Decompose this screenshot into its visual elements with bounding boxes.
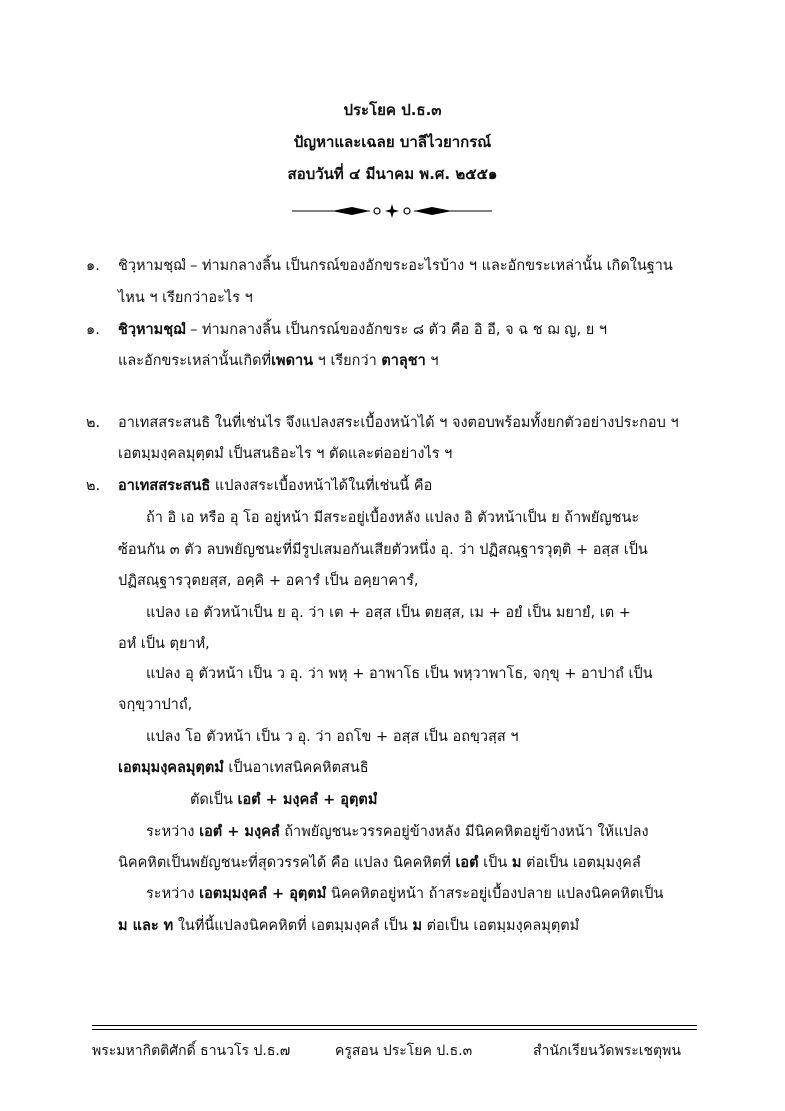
answer-2-term: อาเทสสระสนธิ	[118, 478, 211, 494]
answer-2-cut-label: ตัดเป็น	[190, 792, 238, 808]
answer-2-p7-l2-a: ม และ ท	[118, 918, 174, 934]
answer-2-p3-line-2: จกฺขฺวาปาถํ,	[118, 697, 193, 713]
answer-2-p2-line-1: แปลง เอ ตัวหน้าเป็น ย อุ. ว่า เต + อสฺส เป็น ตยสฺส, เม + อยํ เป็น มยายํ, เต +	[146, 605, 631, 621]
answer-2-p6-line-1	[146, 822, 649, 842]
answer-1-term: ชิวฺหามชฺฌํ	[118, 322, 186, 338]
footer-rule-top	[92, 1025, 697, 1026]
answer-2-p5-term: เอตมฺมงฺคลมุตฺตมํ	[118, 760, 224, 776]
answer-2-cut-terms: เอตํ + มงฺคลํ + อุตฺตมํ	[237, 792, 378, 808]
answer-1-number: ๑.	[86, 322, 100, 338]
answer-2-p6-l2-d: ม	[511, 855, 522, 871]
answer-2-p7-line-2	[118, 916, 579, 936]
question-2-number: ๒.	[86, 415, 101, 431]
answer-1-text-a: และอักขระเหล่านั้นเกิดที่	[118, 353, 272, 369]
answer-2-p6-l2-c: เป็น	[478, 855, 512, 871]
answer-2-p5-text: เป็นอาเทสนิคคหิตสนธิ	[223, 760, 369, 776]
answer-2-p1-line-1: ถ้า อิ เอ หรือ อุ โอ อยู่หน้า มีสระอยู่เบื้องหลัง แปลง อิ ตัวหน้าเป็น ย ถ้าพยัญชนะ	[146, 510, 640, 526]
question-2-line-1: อาเทสสระสนธิ ในที่เช่นไร จึงแปลงสระเบื้องหน้าได้ ฯ จงตอบพร้อมทั้งยกตัวอย่างประกอบ ฯ	[118, 415, 679, 431]
question-1-number: ๑.	[86, 258, 100, 274]
answer-2-p6-l2-b: เอตํ	[455, 855, 479, 871]
header-line-3: สอบวันที่ ๔ มีนาคม พ.ศ. ๒๕๕๑	[287, 165, 498, 183]
answer-1-text-e: ฯ	[425, 353, 439, 369]
answer-2-p1-line-3: ปฏิสณฺฐารวุตยสฺส, อคฺคิ + อคารํ เป็น อคฺยาคารํ,	[118, 573, 419, 589]
answer-2-line-1-text: แปลงสระเบื้องหน้าได้ในที่เช่นนี้ คือ	[210, 478, 433, 494]
answer-2-p6-c: ถ้าพยัญชนะวรรคอยู่ข้างหลัง มีนิคคหิตอยู่ข้างหน้า ให้แปลง	[279, 824, 649, 840]
answer-2-cut-line	[190, 790, 377, 810]
answer-2-p2-line-2: อหํ เป็น ตฺยาหํ,	[118, 636, 210, 652]
answer-2-number: ๒.	[86, 478, 101, 494]
question-2-line-2: เอตมฺมงฺคลมุตฺตมํ เป็นสนธิอะไร ฯ ตัดและต่ออย่างไร ฯ	[118, 446, 453, 462]
footer-middle: ครูสอน ประโยค ป.ธ.๓	[335, 1043, 473, 1059]
answer-1-line-1	[118, 320, 607, 340]
answer-1-line-1-text: – ท่ามกลางลิ้น เป็นกรณ์ของอักขระ ๘ ตัว คือ อิ อี, จ ฉ ช ฌ ญ, ย ฯ	[185, 322, 607, 338]
answer-2-p7-a: ระหว่าง	[146, 886, 200, 902]
answer-2-p7-c: นิคคหิตอยู่หน้า ถ้าสระอยู่เบื้องปลาย แปลงนิคคหิตเป็น	[326, 886, 664, 902]
answer-1-term-palate: เพดาน	[271, 353, 314, 369]
answer-2-p7-line-1	[146, 884, 663, 904]
answer-2-p6-l2-a: นิคคหิตเป็นพยัญชนะที่สุดวรรคได้ คือ แปลง นิคคหิตที่	[118, 855, 456, 871]
answer-2-p7-l2-d: ต่อเป็น เอตมฺมงฺคลมุตฺตมํ	[422, 918, 580, 934]
answer-2-p4-line-1: แปลง โอ ตัวหน้า เป็น ว อุ. ว่า อถโข + อสฺส เป็น อถขฺวสฺส ฯ	[146, 729, 519, 745]
footer-rule-bottom	[92, 1029, 697, 1030]
header-line-2: ปัญหาและเฉลย บาลีไวยากรณ์	[293, 133, 492, 151]
answer-2-p6-a: ระหว่าง	[146, 824, 200, 840]
answer-2-p6-b: เอตํ + มงฺคลํ	[199, 824, 280, 840]
answer-2-p6-l2-e: ต่อเป็น เอตมฺมงฺคลํ	[521, 855, 641, 871]
answer-2-p5-line	[118, 758, 369, 778]
answer-1-term-talucha: ตาลุชา	[381, 353, 426, 369]
ornament-divider	[292, 200, 492, 222]
answer-1-text-c: ฯ เรียกว่า	[313, 353, 382, 369]
footer-right: สำนักเรียนวัดพระเชตุพน	[533, 1043, 681, 1059]
footer-left: พระมหากิตติศักดิ์ ธานวโร ป.ธ.๗	[92, 1043, 291, 1059]
answer-2-p6-line-2	[118, 853, 641, 873]
header-line-1: ประโยค ป.ธ.๓	[343, 101, 442, 119]
answer-2-p7-l2-c: ม	[412, 918, 422, 934]
question-1-line-2: ไหน ฯ เรียกว่าอะไร ฯ	[118, 290, 253, 306]
answer-2-p7-b: เอตมฺมงฺคลํ + อุตฺตมํ	[199, 886, 327, 902]
answer-2-p7-l2-b: ในที่นี้แปลงนิคคหิตที่ เอตมฺมงฺคลํ เป็น	[173, 918, 413, 934]
answer-2-p3-line-1: แปลง อุ ตัวหน้า เป็น ว อุ. ว่า พหุ + อาพาโธ เป็น พหฺวาพาโธ, จกฺขุ + อาปาถํ เป็น	[146, 666, 653, 682]
question-1-line-1: ชิวฺหามชฺฌํ – ท่ามกลางลิ้น เป็นกรณ์ของอักขระอะไรบ้าง ฯ และอักขระเหล่านั้น เกิดในฐาน	[118, 258, 673, 274]
answer-2-p1-line-2: ซ้อนกัน ๓ ตัว ลบพยัญชนะที่มีรูปเสมอกันเสียตัวหนึ่ง อุ. ว่า ปฏิสณฺฐารวุตฺติ + อสฺส เป็น	[118, 542, 648, 558]
answer-1-line-2	[118, 351, 439, 371]
answer-2-line-1	[118, 476, 432, 496]
